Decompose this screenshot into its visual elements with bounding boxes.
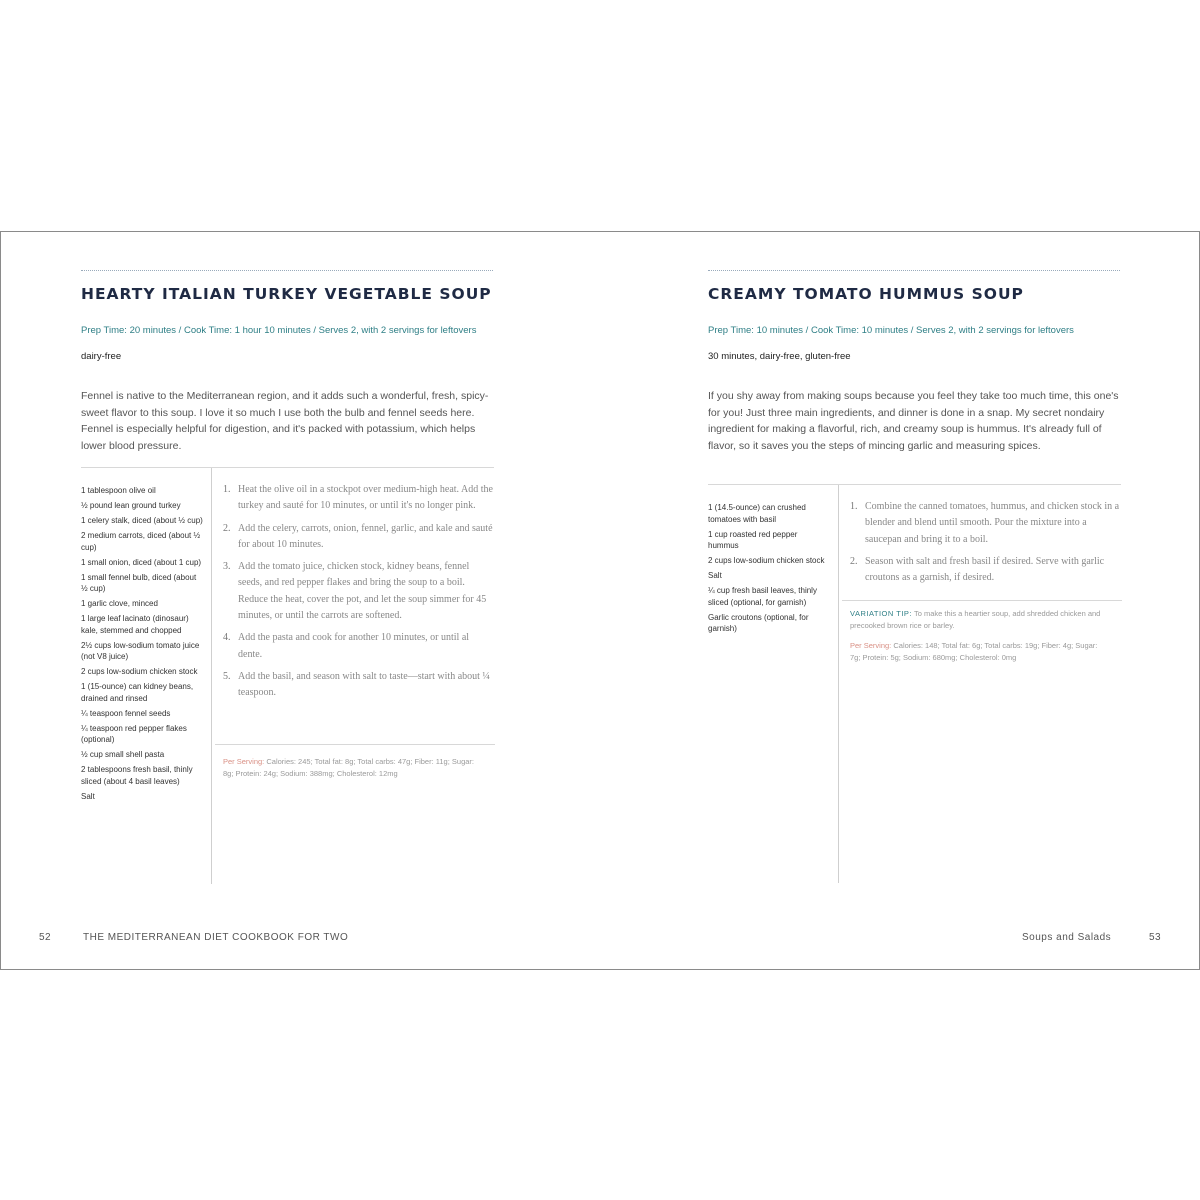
recipe-title: CREAMY TOMATO HUMMUS SOUP (708, 285, 1024, 303)
variation-tip (850, 608, 1118, 632)
instruction-step (850, 554, 1122, 587)
step-number: 2. (850, 555, 858, 567)
tip-divider (842, 600, 1122, 601)
top-rule (708, 270, 1120, 271)
ingredient-item: 1 (15-ounce) can kidney beans, drained and rinsed (81, 682, 194, 703)
nutrition-info (850, 640, 1105, 664)
ingredient-item: ¼ cup fresh basil leaves, thinly sliced (optional, for garnish) (708, 586, 817, 607)
ingredient-item: 2 cups low-sodium chicken stock (708, 556, 825, 565)
ingredient-item: 1 small onion, diced (about 1 cup) (81, 557, 202, 567)
instruction-step (223, 521, 495, 554)
step-text: Combine the canned tomatoes, hummus, and chicken stock in a blender and blend until smooth. Pour the mixture into a saucepan and bring it to a boil. (865, 501, 1120, 545)
ingredient-item: ½ cup small shell pasta (81, 750, 165, 759)
ingredient-item: 2 cups low-sodium chicken stock (81, 667, 198, 676)
step-number: 3. (223, 561, 231, 573)
step-text: Add the celery, carrots, onion, fennel, garlic, and kale and sauté for about 10 minutes. (238, 522, 493, 550)
right-page (600, 232, 1199, 969)
page-number: 52 (39, 932, 52, 943)
ingredient-item: ½ pound lean ground turkey (81, 501, 181, 510)
instruction-list (223, 482, 495, 708)
ingredient-item: 1 garlic clove, minced (81, 599, 158, 608)
ingredient-item: 2½ cups low-sodium tomato juice (not V8 juice) (81, 640, 200, 661)
ingredient-item: 1 celery stalk, diced (about ½ cup) (81, 516, 203, 525)
ingredient-item: 1 tablespoon olive oil (81, 486, 156, 495)
ingredient-item: 2 tablespoons fresh basil, thinly sliced (about 4 basil leaves) (81, 765, 193, 786)
section-divider (708, 484, 1121, 485)
nutrition-text: Calories: 148; Total fat: 6g; Total carbs: 19g; Fiber: 4g; Sugar: 7g; Protein: 5g; Sodium: 680mg; Cholesterol: 0mg (850, 641, 1098, 662)
ingredient-item: Salt (708, 571, 722, 580)
ingredient-item: 1 small fennel bulb, diced (about ½ cup) (81, 572, 197, 593)
top-rule (81, 270, 493, 271)
step-text: Add the basil, and season with salt to taste—start with about ¼ teaspoon. (238, 670, 490, 699)
ingredient-item: 2 medium carrots, diced (about ½ cup) (81, 531, 201, 552)
nutrition-label: Per Serving: (850, 641, 892, 650)
ingredient-list (81, 485, 203, 806)
ingredient-list (708, 502, 830, 638)
recipe-intro: If you shy away from making soups because you feel they take too much time, this one's for you! Just three main ingredients, and dinner is done in a snap. My secret nondairy ingredient for making a flavorful, rich, and creamy soup is hummus. It's already full of flavor, so it saves you the steps of mincing garlic and measuring spices. (708, 390, 1119, 452)
step-number: 1. (850, 501, 858, 512)
ingredient-item: Garlic croutons (optional, for garnish) (708, 612, 809, 633)
recipe-title: HEARTY ITALIAN TURKEY VEGETABLE SOUP (81, 285, 492, 303)
step-number: 1. (223, 484, 231, 495)
book-spread (0, 231, 1200, 970)
step-text: Add the tomato juice, chicken stock, kidney beans, fennel seeds, and red pepper flakes and bring the soup to a boil. Reduce the heat, cover the pot, and let the soup simmer for 45 minutes, or until the carrots are softened. (238, 561, 487, 622)
recipe-tags: 30 minutes, dairy-free, gluten-free (708, 351, 851, 362)
nutrition-label: Per Serving: (223, 757, 265, 766)
recipe-intro: Fennel is native to the Mediterranean region, and it adds such a wonderful, fresh, spicy-sweet flavor to this soup. I love it so much I use both the bulb and fennel seeds here. Fennel is especially helpful for digestion, and it's packed with potassium, which helps lower blood pressure. (81, 390, 489, 452)
step-number: 4. (223, 632, 231, 644)
instruction-step (223, 559, 495, 624)
nutrition-info (223, 756, 478, 780)
recipe-meta: Prep Time: 20 minutes / Cook Time: 1 hour 10 minutes / Serves 2, with 2 servings for leftovers (81, 325, 477, 336)
tip-text: To make this a heartier soup, add shredded chicken and precooked brown rice or barley. (850, 609, 1101, 630)
step-number: 2. (223, 522, 231, 534)
recipe-meta: Prep Time: 10 minutes / Cook Time: 10 minutes / Serves 2, with 2 servings for leftovers (708, 325, 1074, 336)
step-number: 5. (223, 670, 231, 682)
section-divider (81, 467, 494, 468)
tip-label: VARIATION TIP: (850, 609, 913, 618)
ingredient-item: 1 (14.5-ounce) can crushed tomatoes with basil (708, 503, 806, 524)
nutrition-text: Calories: 245; Total fat: 8g; Total carbs: 47g; Fiber: 11g; Sugar: 8g; Protein: 24g; Sodium: 388mg; Cholesterol: 12mg (223, 757, 474, 778)
page-number: 53 (1149, 932, 1162, 943)
recipe-tags: dairy-free (81, 351, 122, 362)
step-text: Heat the olive oil in a stockpot over medium-high heat. Add the turkey and sauté for 10 minutes, or until it's no longer pink. (238, 484, 493, 512)
left-page (1, 232, 600, 969)
step-text: Season with salt and fresh basil if desired. Serve with garlic croutons as a garnish, if desired. (865, 555, 1105, 584)
nutrition-divider (215, 744, 495, 745)
running-title: Soups and Salads (1022, 932, 1112, 943)
column-divider (838, 485, 839, 883)
step-text: Add the pasta and cook for another 10 minutes, or until al dente. (238, 632, 470, 660)
instruction-step (850, 499, 1122, 548)
instruction-step (223, 669, 495, 702)
instruction-step (223, 482, 495, 515)
ingredient-item: ¼ teaspoon fennel seeds (81, 708, 171, 718)
ingredient-item: 1 large leaf lacinato (dinosaur) kale, stemmed and chopped (81, 614, 189, 635)
instruction-step (223, 630, 495, 663)
instruction-list (850, 499, 1122, 592)
column-divider (211, 468, 212, 884)
running-title: THE MEDITERRANEAN DIET COOKBOOK FOR TWO (83, 932, 349, 943)
ingredient-item: Salt (81, 791, 95, 801)
ingredient-item: ¼ teaspoon red pepper flakes (optional) (81, 723, 187, 744)
ingredient-item: 1 cup roasted red pepper hummus (708, 529, 798, 550)
